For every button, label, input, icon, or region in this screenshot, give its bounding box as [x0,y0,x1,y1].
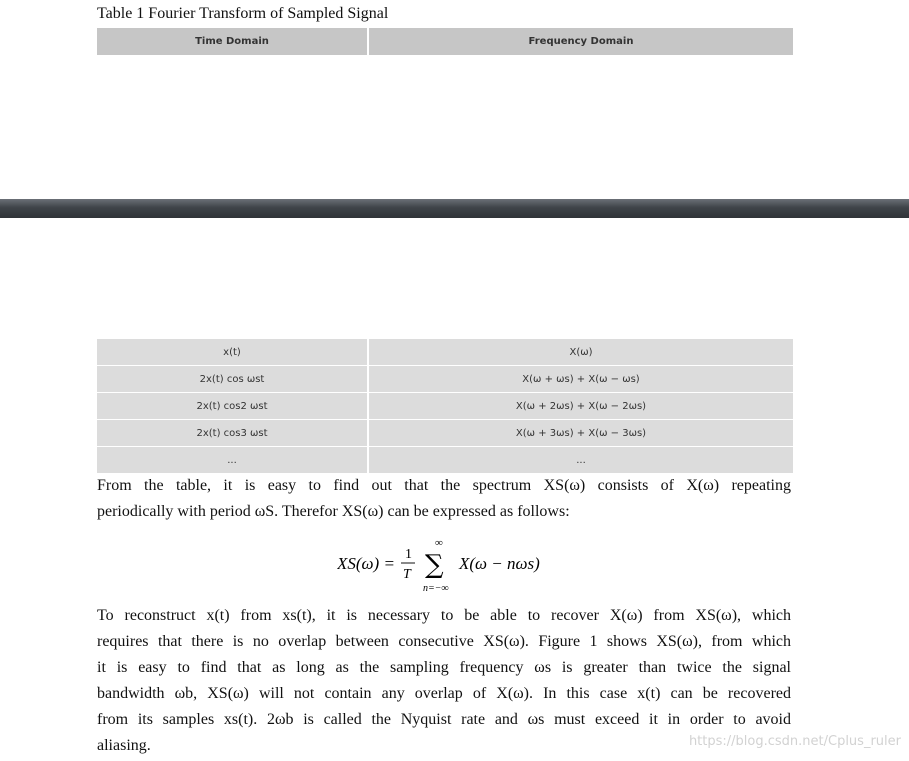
sampled-spectrum-formula [337,538,597,594]
watermark-url: https://blog.csdn.net/Cplus_ruler [688,734,901,749]
freq-cell: X(ω) [369,339,793,365]
header-frequency-domain: Frequency Domain [369,28,793,55]
header-time-domain: Time Domain [97,28,367,55]
viewer-divider-bar [0,199,909,218]
table-caption: Table 1 Fourier Transform of Sampled Signal [97,5,389,22]
time-cell: 2x(t) cos2 ωst [97,393,367,419]
paragraph-line: requires that there is no overlap between consecutive XS(ω). Figure 1 shows XS(ω), from which [97,633,791,650]
table-row [97,447,793,473]
freq-cell: X(ω + 2ωs) + X(ω − 2ωs) [369,393,793,419]
time-cell: 2x(t) cos3 ωst [97,420,367,446]
paragraph-line: it is easy to find that as long as the sampling frequency ωs is greater than twice the signal [97,659,791,676]
table-row [97,366,793,392]
paragraph-reconstruction [97,603,791,759]
table-row [97,339,793,365]
freq-cell: X(ω + ωs) + X(ω − ωs) [369,366,793,392]
paragraph-line: from its samples xs(t). 2ωb is called the Nyquist rate and ωs must exceed it in order to avoid [97,711,791,728]
paragraph-line: From the table, it is easy to find out that the spectrum XS(ω) consists of X(ω) repeating [97,477,791,494]
fraction-numerator: 1 [405,547,412,562]
paragraph-line: To reconstruct x(t) from xs(t), it is necessary to be able to recover X(ω) from XS(ω), which [97,607,791,624]
freq-cell: X(ω + 3ωs) + X(ω − 3ωs) [369,420,793,446]
formula-term: X(ω − nωs) [459,554,540,573]
paragraph-line: bandwidth ωb, XS(ω) will not contain any overlap of X(ω). In this case x(t) can be recovered [97,685,791,702]
formula-lhs: XS(ω) = [337,554,395,573]
paragraph-spectrum [97,473,791,525]
sum-upper-limit: ∞ [435,538,443,549]
sum-sigma: ∑ [425,550,444,580]
paragraph-line: aliasing. [97,737,151,754]
table-row [97,393,793,419]
time-cell: 2x(t) cos ωst [97,366,367,392]
time-cell: ... [97,447,367,473]
paragraph-line: periodically with period ωS. Therefor XS(ω) can be expressed as follows: [97,503,570,520]
sum-lower-limit: n=−∞ [423,583,449,594]
fraction-denominator: T [403,567,411,582]
time-cell: x(t) [97,339,367,365]
freq-cell: ... [369,447,793,473]
table-row [97,420,793,446]
